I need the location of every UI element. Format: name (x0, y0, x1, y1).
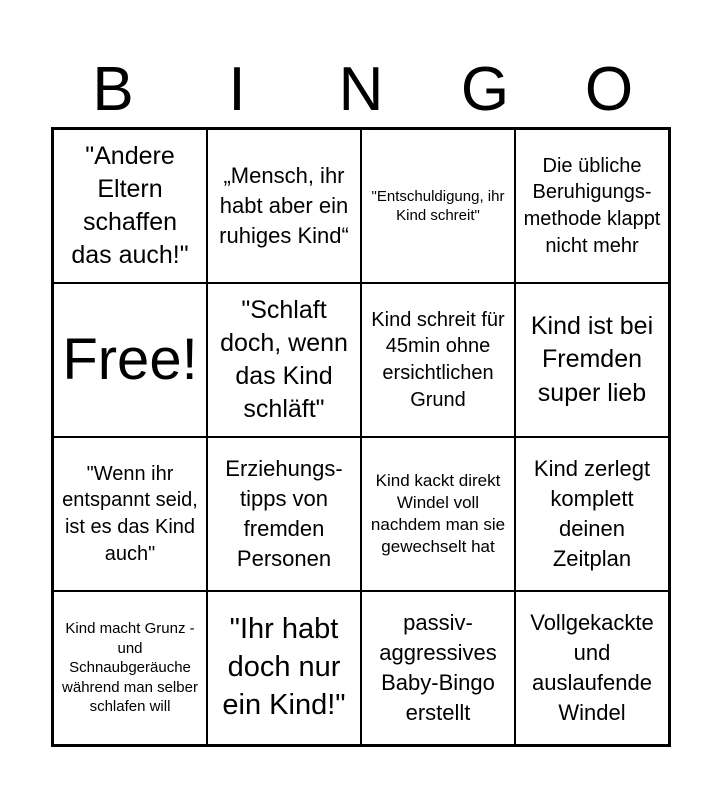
cell-text: Die übliche Beruhigungs-methode klappt nicht mehr (523, 154, 661, 257)
header-letter-n: N (338, 55, 384, 124)
header-letter-b: B (92, 55, 134, 124)
bingo-cell[interactable] (515, 591, 669, 745)
bingo-cell[interactable] (53, 437, 207, 591)
cell-text: "Entschuldigung, ihr Kind schreit" (371, 187, 505, 224)
bingo-cell[interactable] (361, 437, 515, 591)
bingo-cell[interactable] (53, 591, 207, 745)
cell-text: Kind macht Grunz - und Schnaubgeräuche während man selber schlafen will (62, 620, 198, 716)
header-letter-g: G (460, 55, 510, 124)
cell-text: "Andere Eltern schaffen das auch!" (71, 141, 189, 270)
bingo-grid (51, 127, 671, 747)
free-space-text: Free! (62, 327, 198, 393)
cell-text: Erziehungs-tipps von fremden Personen (225, 455, 343, 572)
cell-text: "Ihr habt doch nur ein Kind!" (222, 613, 346, 721)
cell-text: Vollgekackte und auslaufende Windel (530, 609, 654, 726)
cell-text: "Schlaft doch, wenn das Kind schläft" (220, 295, 348, 424)
bingo-cell[interactable] (515, 283, 669, 437)
bingo-cell-free[interactable] (53, 283, 207, 437)
cell-text: „Mensch, ihr habt aber ein ruhiges Kind“ (219, 162, 349, 249)
bingo-cell[interactable] (361, 283, 515, 437)
bingo-cell[interactable] (207, 437, 361, 591)
bingo-cell[interactable] (53, 129, 207, 283)
cell-text: Kind schreit für 45min ohne ersichtlichen Grund (371, 308, 505, 411)
header-letter-i: I (228, 55, 246, 124)
bingo-cell[interactable] (207, 283, 361, 437)
cell-text: Kind zerlegt komplett deinen Zeitplan (533, 455, 651, 572)
cell-text: passiv-aggressives Baby-Bingo erstellt (379, 609, 497, 726)
bingo-cell[interactable] (207, 129, 361, 283)
cell-text: Kind ist bei Fremden super lieb (530, 312, 654, 407)
header-letter-o: O (584, 55, 634, 124)
cell-text: "Wenn ihr entspannt seid, ist es das Kind auch" (62, 462, 198, 565)
bingo-header (51, 52, 671, 128)
bingo-cell[interactable] (361, 591, 515, 745)
bingo-cell[interactable] (361, 129, 515, 283)
bingo-cell[interactable] (515, 129, 669, 283)
cell-text: Kind kackt direkt Windel voll nachdem man sie gewechselt hat (370, 470, 506, 557)
bingo-cell[interactable] (207, 591, 361, 745)
bingo-cell[interactable] (515, 437, 669, 591)
